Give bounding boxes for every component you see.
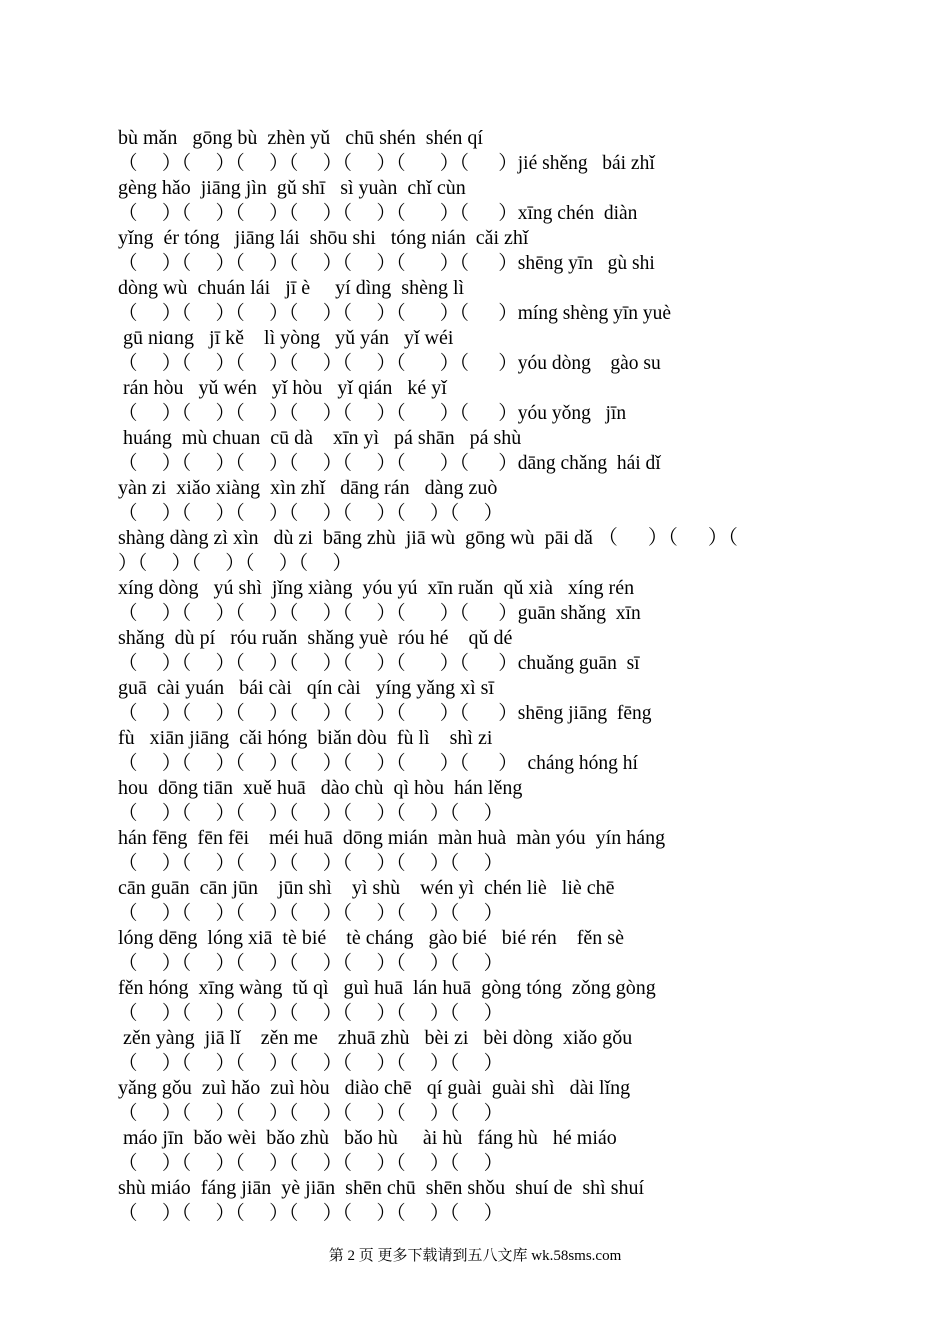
pinyin-line: gū niɑng jī kě lì yòng yǔ yán yǐ wéi: [118, 327, 454, 349]
pinyin-line: lóng dēng lóng xiā tè bié tè cháng gào bié bié rén fěn sè: [118, 927, 624, 949]
answer-blank-line: （ ）（ ）（ ）（ ）（ ）（ ）（ ）yóu yǒng jīn: [118, 403, 627, 424]
pinyin-line: yàn zi xiǎo xiàng xìn zhǐ dāng rán dàng zuò: [118, 477, 498, 499]
pinyin-line: xíng dòng yú shì jǐng xiàng yóu yú xīn ruǎn qǔ xià xíng rén: [118, 577, 635, 599]
pinyin-line: cān guān cān jūn jūn shì yì shù wén yì chén liè liè chē: [118, 877, 615, 899]
answer-blank-line: （ ）（ ）（ ）（ ）（ ）（ ）（ ）: [118, 1053, 504, 1074]
answer-blank-line: （ ）（ ）（ ）（ ）（ ）（ ）（ ）shēng jiāng fēng: [118, 703, 652, 724]
pinyin-line: máo jīn bǎo wèi bǎo zhù bǎo hù ài hù fáng hù hé miáo: [118, 1127, 617, 1149]
answer-blank-line: （ ）（ ）（ ）（ ）（ ）（ ）（ ） cháng hóng hí: [118, 753, 638, 774]
pinyin-line: yǎng gǒu zuì hǎo zuì hòu diào chē qí guài guài shì dài lǐng: [118, 1077, 631, 1099]
answer-blank-line: （ ）（ ）（ ）（ ）（ ）（ ）（ ）xīng chén diàn: [118, 203, 638, 224]
pinyin-line: rán hòu yǔ wén yǐ hòu yǐ qián ké yǐ: [118, 377, 447, 399]
pinyin-line: shù miáo fáng jiān yè jiān shēn chū shēn shǒu shuí de shì shuí: [118, 1177, 645, 1199]
pinyin-line: shǎng dù pí róu ruǎn shǎng yuè róu hé qǔ dé: [118, 627, 513, 649]
pinyin-line: gèng hǎo jiāng jìn gǔ shī sì yuàn chǐ cùn: [118, 177, 466, 199]
answer-blank-line: （ ）（ ）（ ）（ ）（ ）（ ）（ ）: [118, 1103, 504, 1124]
pinyin-line: yǐng ér tóng jiāng lái shōu shi tóng nián cǎi zhǐ: [118, 227, 529, 249]
answer-blank-line: （ ）（ ）（ ）（ ）（ ）（ ）（ ）guān shǎng xīn: [118, 603, 641, 624]
answer-blank-line: （ ）（ ）（ ）（ ）（ ）（ ）（ ）shēng yīn gù shi: [118, 253, 655, 274]
answer-blank-line: （ ）（ ）（ ）（ ）（ ）（ ）（ ）: [118, 503, 504, 524]
answer-blank-line: ）（ ）（ ）（ ）（ ）: [118, 553, 353, 574]
answer-blank-line: （ ）（ ）（ ）（ ）（ ）（ ）（ ）míng shèng yīn yuè: [118, 303, 672, 324]
pinyin-line: zěn yàng jiā lǐ zěn me zhuā zhù bèi zi bèi dòng xiǎo gǒu: [118, 1027, 633, 1049]
pinyin-line: dòng wù chuán lái jī è yí dìng shèng lì: [118, 277, 465, 299]
pinyin-line: hou dōng tiān xuě huā dào chù qì hòu hán lěng: [118, 777, 523, 799]
answer-blank-line: （ ）（ ）（ ）（ ）（ ）（ ）（ ）: [118, 1203, 504, 1224]
pinyin-line: hán fēng fēn fēi méi huā dōng mián màn huà màn yóu yín háng: [118, 827, 666, 849]
answer-blank-line: （ ）（ ）（ ）（ ）（ ）（ ）（ ）: [118, 853, 504, 874]
pinyin-line: huáng mù chuan cū dà xīn yì pá shān pá shù: [118, 427, 522, 449]
pinyin-line: fěn hóng xīng wàng tǔ qì guì huā lán huā gòng tóng zǒng gòng: [118, 977, 656, 999]
answer-blank-line: （ ）（ ）（ ）（ ）（ ）（ ）（ ）chuǎng guān sī: [118, 653, 640, 674]
answer-blank-line: （ ）（ ）（ ）（ ）（ ）（ ）（ ）jié shěng bái zhǐ: [118, 153, 655, 174]
answer-blank-line: （ ）（ ）（ ）（ ）（ ）（ ）（ ）: [118, 1153, 504, 1174]
answer-blank-line: （ ）（ ）（ ）（ ）（ ）（ ）（ ）: [118, 903, 504, 924]
answer-blank-line: （ ）（ ）（ ）（ ）（ ）（ ）（ ）: [118, 953, 504, 974]
pinyin-line: bù mǎn gōng bù zhèn yǔ chū shén shén qí: [118, 127, 483, 149]
answer-blank-line: （ ）（ ）（ ）（ ）（ ）（ ）（ ）: [118, 1003, 504, 1024]
answer-blank-line: （ ）（ ）（ ）（ ）（ ）（ ）（ ）dāng chǎng hái dǐ: [118, 453, 661, 474]
answer-blank-line: （ ）（ ）（ ）（ ）（ ）（ ）（ ）: [118, 803, 504, 824]
worksheet-body: [118, 126, 848, 1226]
page-footer: 第 2 页 更多下载请到五八文库 wk.58sms.com: [328, 1248, 622, 1264]
answer-blank-line: （ ）（ ）（ ）（ ）（ ）（ ）（ ）yóu dòng gào su: [118, 353, 661, 374]
pinyin-line: fù xiān jiāng cǎi hóng biǎn dòu fù lì shì zi: [118, 727, 493, 749]
pinyin-line: shàng dàng zì xìn dù zi bāng zhù jiā wù gōng wù pāi dǎ （ ）（ ）（: [118, 527, 738, 549]
pinyin-line: guā cài yuán bái cài qín cài yíng yǎng xì sī: [118, 677, 495, 699]
